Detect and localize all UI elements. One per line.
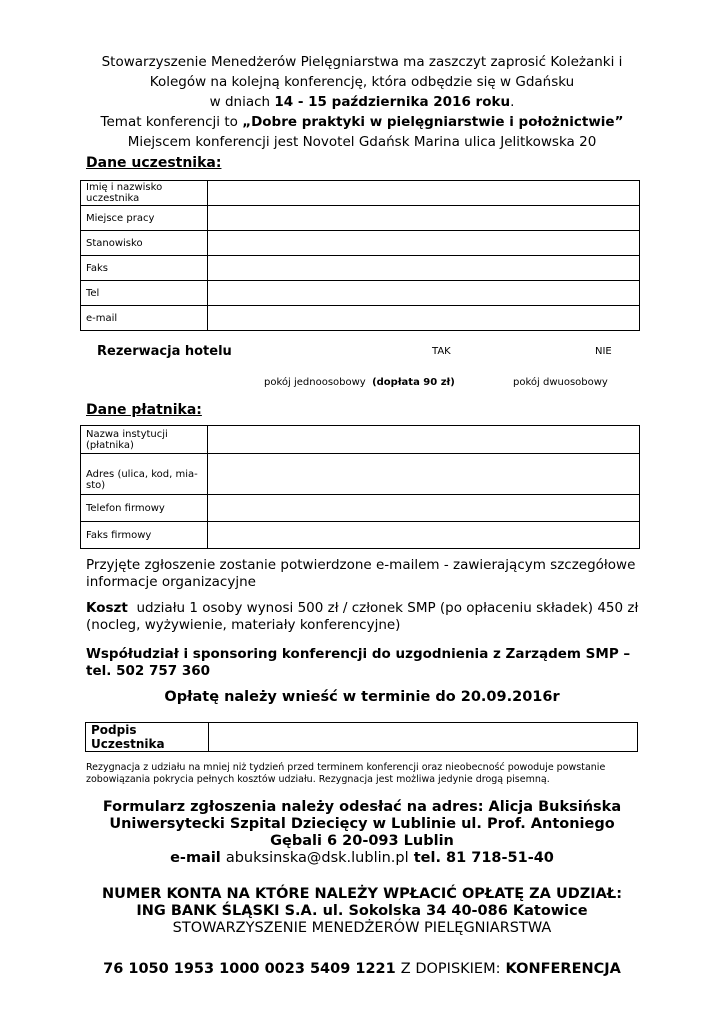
single-room-label: pokój jednoosobowy	[264, 377, 366, 388]
confirmation-info: Przyjęte zgłoszenie zostanie potwierdzone e-mailem - zawierającym szczegółowe informacje organizacyjne	[86, 557, 636, 590]
table-row	[81, 231, 640, 256]
cost-label: Koszt	[86, 600, 128, 616]
intro-dates-prefix: w dniach	[209, 94, 275, 110]
cost-text: udziału 1 osoby wynosi 500 zł / członek SMP (po opłaceniu składek) 450 zł (nocleg, wyżywienie, materiały konferencyjne)	[86, 600, 639, 633]
table-row	[81, 426, 640, 454]
email-field[interactable]	[208, 306, 640, 331]
position-field[interactable]	[208, 231, 640, 256]
company-phone-field[interactable]	[208, 495, 640, 522]
table-row	[81, 454, 640, 495]
table-row	[81, 181, 640, 206]
send-address	[60, 799, 664, 867]
conference-topic: „Dobre praktyki w pielęgniarstwie i położnictwie”	[242, 114, 624, 130]
fax-field[interactable]	[208, 256, 640, 281]
payment-deadline: Opłatę należy wnieść w terminie do 20.09.2016r	[164, 689, 560, 705]
note-prefix: Z DOPISKIEM:	[400, 961, 501, 977]
table-row	[81, 522, 640, 549]
double-room-option[interactable]: pokój dwuosobowy	[513, 377, 608, 388]
send-line-1: Formularz zgłoszenia należy odesłać na adres: Alicja Buksińska	[102, 799, 622, 815]
phone-number: tel. 81 718-51-40	[413, 850, 554, 866]
field-label: Faks firmowy	[81, 522, 208, 549]
bank-line-2: ING BANK ŚLĄSKI S.A. ul. Sokolska 34 40-086 Katowice	[136, 903, 588, 919]
signature-field[interactable]	[209, 723, 638, 752]
field-label: Adres (ulica, kod, mia-sto)	[81, 454, 208, 495]
invitation-text	[60, 52, 664, 152]
table-row	[81, 306, 640, 331]
note-word: KONFERENCJA	[505, 961, 621, 977]
account-number: 76 1050 1953 1000 0023 5409 1221	[103, 961, 396, 977]
field-label: Miejsce pracy	[81, 206, 208, 231]
intro-line-4	[60, 112, 664, 132]
bank-line-3: STOWARZYSZENIE MENEDŻERÓW PIELĘGNIARSTWA	[172, 920, 552, 936]
intro-line-3	[60, 92, 664, 112]
field-label: Imię i nazwisko uczestnika	[81, 181, 208, 206]
signature-label: Podpis Uczestnika	[86, 723, 209, 752]
single-room-extra: (dopłata 90 zł)	[372, 377, 455, 388]
signature-table	[85, 722, 638, 752]
field-label: Nazwa instytucji (płatnika)	[81, 426, 208, 454]
tel-field[interactable]	[208, 281, 640, 306]
intro-line-2: Kolegów na kolejną konferencję, która odbędzie się w Gdańsku	[149, 74, 575, 90]
intro-line-5: Miejscem konferencji jest Novotel Gdańsk Marina ulica Jelitkowska 20	[127, 134, 597, 150]
single-room-option[interactable]	[264, 377, 455, 388]
field-label: Faks	[81, 256, 208, 281]
company-fax-field[interactable]	[208, 522, 640, 549]
intro-line-1: Stowarzyszenie Menedżerów Pielęgniarstwa ma zaszczyt zaprosić Koleżanki i	[101, 54, 623, 70]
name-field[interactable]	[208, 181, 640, 206]
bank-info	[40, 886, 684, 937]
payer-heading: Dane płatnika:	[86, 402, 202, 418]
email-label: e-mail	[170, 850, 221, 866]
table-row	[86, 723, 638, 752]
conference-dates: 14 - 15 października 2016 roku	[274, 94, 511, 110]
field-label: e-mail	[81, 306, 208, 331]
hotel-yes-option[interactable]: TAK	[432, 346, 451, 357]
workplace-field[interactable]	[208, 206, 640, 231]
resignation-note: Rezygnacja z udziału na mniej niż tydzień przed terminem konferencji oraz nieobecność powoduje powstanie zobowiązania pokrycia pełnych kosztów udziału. Rezygnacja jest możliwa jedynie drogą pisemną.	[86, 762, 606, 785]
field-label: Stanowisko	[81, 231, 208, 256]
participant-table	[80, 180, 640, 331]
field-label: Telefon firmowy	[81, 495, 208, 522]
hotel-reservation-label: Rezerwacja hotelu	[97, 344, 232, 359]
hotel-no-option[interactable]: NIE	[595, 346, 612, 357]
table-row	[81, 256, 640, 281]
institution-field[interactable]	[208, 426, 640, 454]
send-line-3: Gębali 6 20-093 Lublin	[270, 833, 454, 849]
send-line-2: Uniwersytecki Szpital Dziecięcy w Lublinie ul. Prof. Antoniego	[109, 816, 615, 832]
address-field[interactable]	[208, 454, 640, 495]
account-number-line	[40, 961, 684, 978]
send-contact	[60, 850, 664, 867]
cost-info	[86, 600, 646, 634]
intro-dates-suffix: .	[510, 94, 515, 110]
field-label: Tel	[81, 281, 208, 306]
payer-table	[80, 425, 640, 549]
email-link[interactable]: abuksinska@dsk.lublin.pl	[225, 850, 409, 866]
bank-line-1: NUMER KONTA NA KTÓRE NALEŻY WPŁACIĆ OPŁATĘ ZA UDZIAŁ:	[102, 886, 622, 902]
table-row	[81, 206, 640, 231]
table-row	[81, 495, 640, 522]
participant-heading: Dane uczestnika:	[86, 155, 222, 171]
table-row	[81, 281, 640, 306]
intro-topic-prefix: Temat konferencji to	[100, 114, 243, 130]
sponsoring-info: Współudział i sponsoring konferencji do uzgodnienia z Zarządem SMP – tel. 502 757 360	[86, 646, 631, 679]
